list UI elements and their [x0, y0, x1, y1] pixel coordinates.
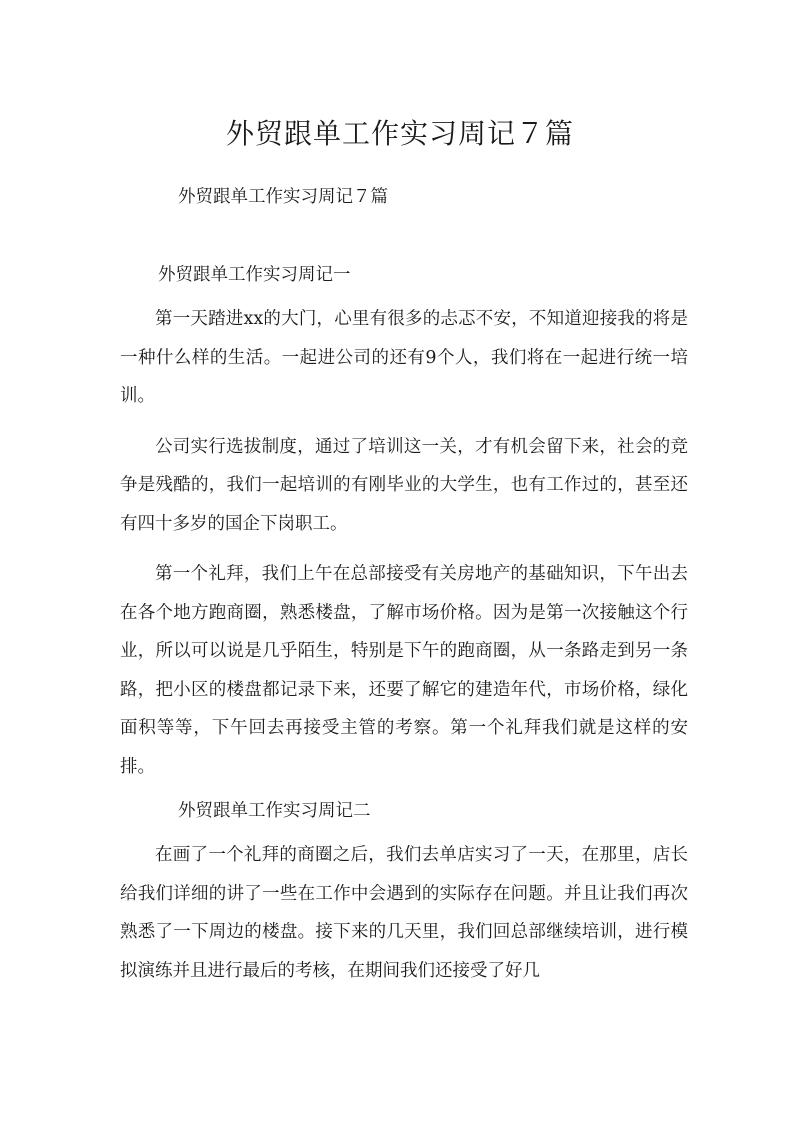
paragraph: 在画了一个礼拜的商圈之后，我们去单店实习了一天，在那里，店长给我们详细的讲了一些在工作中会遇到的实际存在问题。并且让我们再次熟悉了一下周边的楼盘。接下来的几天里，我们回总部继续培训，进行模拟演练并且进行最后的考核，在期间我们还接受了好几 — [120, 845, 688, 981]
section-heading-week-1: 外贸跟单工作实习周记一 — [158, 265, 351, 285]
document-body — [120, 262, 688, 1002]
section-heading-week-2: 外贸跟单工作实习周记二 — [178, 801, 371, 821]
paragraph: 第一天踏进xx的大门，心里有很多的忐忑不安，不知道迎接我的将是一种什么样的生活。一起进公司的还有9个人，我们将在一起进行统一培训。 — [120, 309, 688, 406]
paragraph: 第一个礼拜，我们上午在总部接受有关房地产的基础知识，下午出去在各个地方跑商圈，熟悉楼盘，了解市场价格。因为是第一次接触这个行业，所以可以说是几乎陌生，特别是下午的跑商圈，从一条路走到另一条路，把小区的楼盘都记录下来，还要了解它的建造年代，市场价格，绿化面积等等，下午回去再接受主管的考察。第一个礼拜我们就是这样的安排。 — [120, 564, 688, 777]
document-title: 外贸跟单工作实习周记７篇 — [225, 117, 574, 150]
paragraph: 公司实行选拔制度，通过了培训这一关，才有机会留下来，社会的竞争是残酷的，我们一起培训的有刚毕业的大学生，也有工作过的，甚至还有四十多岁的国企下岗职工。 — [120, 436, 688, 534]
document-subtitle: 外贸跟单工作实习周记７篇 — [178, 187, 388, 207]
